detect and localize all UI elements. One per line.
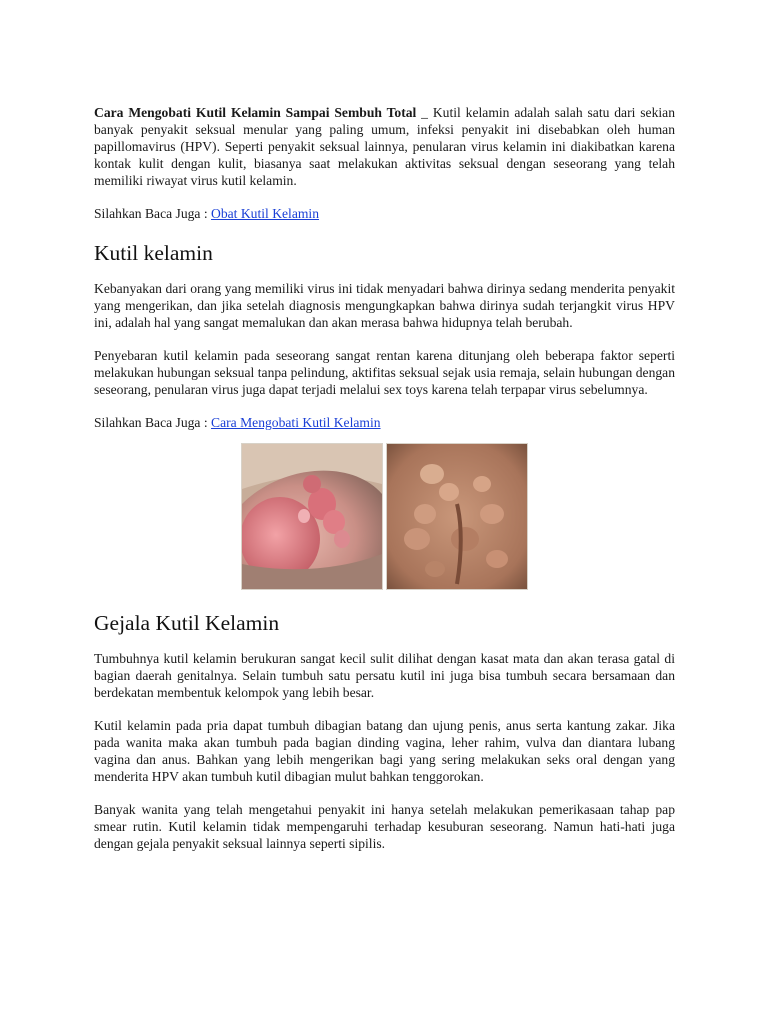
photo-left xyxy=(241,443,383,590)
photo-left-image xyxy=(242,444,382,589)
photo-row xyxy=(94,443,623,590)
read-also-prefix-1: Silahkan Baca Juga : xyxy=(94,206,212,221)
document-page xyxy=(94,104,675,852)
intro-paragraph xyxy=(94,104,675,189)
photo-right-image xyxy=(387,444,527,589)
section2-paragraph-1: Tumbuhnya kutil kelamin berukuran sangat kecil sulit dilihat dengan kasat mata dan akan terasa gatal di bagian daerah genitalnya. Selain tumbuh satu persatu kutil ini juga bisa tumbuh secara bersamaan dan berdekatan membentuk kelompok yang lebih besar. xyxy=(94,651,675,700)
photo-right xyxy=(386,443,528,590)
section1-paragraph-1: Kebanyakan dari orang yang memiliki virus ini tidak menyadari bahwa dirinya sedang menderita penyakit yang mengerikan, dan jika setelah diagnosis mengungkapkan bahwa dirinya sudah terjangkit virus HPV ini, adalah hal yang sangat memalukan dan akan merasa bahwa hidupnya telah berubah. xyxy=(94,281,675,330)
read-also-line-1 xyxy=(94,205,675,222)
section1-paragraph-2: Penyebaran kutil kelamin pada seseorang sangat rentan karena ditunjang oleh beberapa faktor seperti melakukan hubungan seksual tanpa pelindung, aktifitas seksual sejak usia remaja, selain hubungan dengan seseorang, penularan virus juga dapat terjadi melalui sex toys karena telah terpapar virus sebelumnya. xyxy=(94,348,675,397)
section2-paragraph-3: Banyak wanita yang telah mengetahui penyakit ini hanya setelah melakukan pemerikasaan tahap pap smear rutin. Kutil kelamin tidak mempengaruhi terhadap kesuburan seseorang. Namun hati-hati juga dengan gejala penyakit seksual lainnya seperti sipilis. xyxy=(94,802,675,851)
read-also-line-2 xyxy=(94,414,675,431)
link-cara-mengobati-kutil-kelamin[interactable]: Cara Mengobati Kutil Kelamin xyxy=(211,415,381,430)
read-also-prefix-2: Silahkan Baca Juga : xyxy=(94,415,212,430)
intro-text: Kutil kelamin adalah salah satu dari sekian banyak penyakit seksual menular yang paling umum, infeksi penyakit ini disebabkan oleh human papillomavirus (HPV). Seperti penyakit seksual lainnya, penularan virus kelamin ini diakibatkan karena kontak kulit dengan kulit, biasanya saat melakukan aktivitas seksual dengan seseorang yang telah memiliki riwayat virus kutil kelamin. xyxy=(94,105,675,188)
intro-separator: _ xyxy=(416,105,433,120)
link-obat-kutil-kelamin[interactable]: Obat Kutil Kelamin xyxy=(211,206,320,221)
heading-kutil-kelamin: Kutil kelamin xyxy=(94,241,213,265)
section2-paragraph-2: Kutil kelamin pada pria dapat tumbuh dibagian batang dan ujung penis, anus serta kantung zakar. Jika pada wanita maka akan tumbuh pada bagian dinding vagina, leher rahim, vulva dan diantara lubang vagina dan anus. Bahkan yang lebih mengerikan bagi yang sering melakukan seks oral dengan yang menderita HPV akan tumbuh kutil dibagian mulut bahkan tenggorokan. xyxy=(94,718,675,784)
intro-title: Cara Mengobati Kutil Kelamin Sampai Sembuh Total xyxy=(94,105,417,120)
heading-gejala-kutil-kelamin: Gejala Kutil Kelamin xyxy=(94,611,280,635)
